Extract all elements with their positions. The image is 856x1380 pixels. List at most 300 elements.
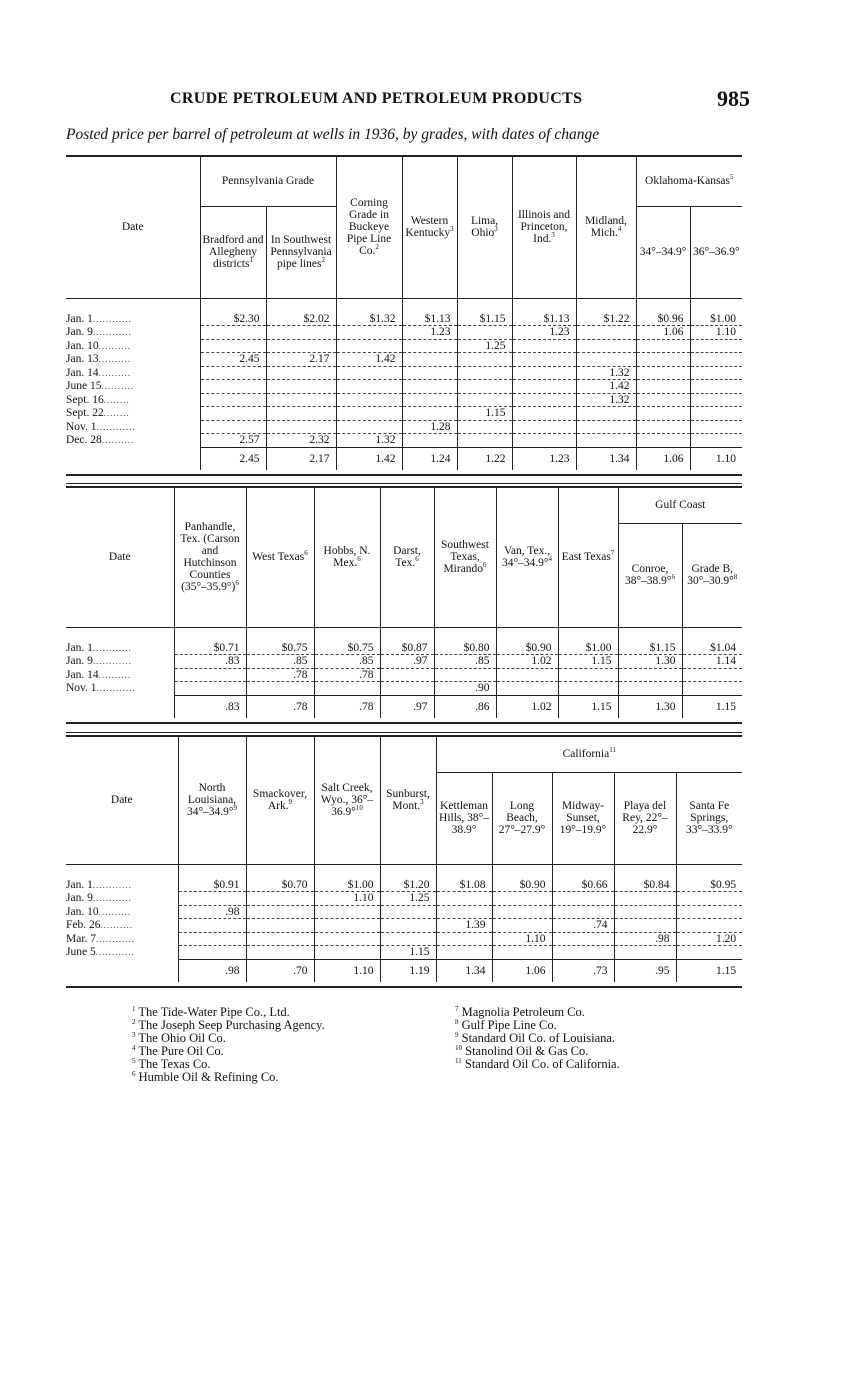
row-date: Jan. 9............ [66,892,132,904]
table-row [66,668,742,682]
table-cell [174,682,246,696]
footnote: $^2$ The Joseph Seep Purchasing Agency. [132,1017,325,1032]
table-row [66,313,742,326]
table-cell [314,946,380,960]
table-cell: 1.30 [618,655,682,669]
table-cell [436,892,492,906]
column-header: Kettleman Hills, 38°–38.9° [436,772,492,864]
table-cell: 1.28 [402,420,457,434]
table-cell [436,946,492,960]
table-cell [174,668,246,682]
spacer-row [66,864,742,879]
table-cell: $0.71 [174,642,246,655]
table-cell [552,905,614,919]
table-cell [266,420,336,434]
table-cell [496,682,558,696]
table-cell [266,407,336,421]
table-cell [457,393,512,407]
table-cell [266,339,336,353]
total-cell: 1.42 [336,447,402,470]
table-cell [496,668,558,682]
table-cell: $0.75 [246,642,314,655]
table-cell [336,380,402,394]
table-cell [512,380,576,394]
table-cell [266,326,336,340]
table-cell: $0.84 [614,879,676,892]
footnote: $^9$ Standard Oil Co. of Louisiana. [455,1030,616,1045]
table-cell [552,946,614,960]
table-cell: 1.14 [682,655,742,669]
table-row [66,407,742,421]
group-header-gulf-coast: Gulf Coast [618,487,742,523]
table-cell: .74 [552,919,614,933]
table-cell: 1.25 [457,339,512,353]
table-cell: .78 [314,668,380,682]
table-cell [636,420,690,434]
table-cell [436,932,492,946]
table-cell [380,905,436,919]
table-cell: 1.32 [576,393,636,407]
table-cell [266,393,336,407]
table-cell: $1.08 [436,879,492,892]
table-cell [434,668,496,682]
table-cell [380,919,436,933]
table-cell [636,393,690,407]
footnote: $^3$ The Ohio Oil Co. [132,1030,226,1045]
table-pennsylvania-group [66,155,742,476]
table-cell [314,905,380,919]
table-cell [576,353,636,367]
table-cell [512,366,576,380]
table-cell: 1.10 [492,932,552,946]
table-cell [380,932,436,946]
footnote: $^6$ Humble Oil & Refining Co. [132,1069,279,1084]
table-cell: 1.20 [676,932,742,946]
total-cell: 1.34 [436,959,492,982]
row-date: Nov. 1............ [66,420,136,433]
total-row [66,447,742,470]
table-row [66,905,742,919]
footnotes-left [132,1006,442,1084]
table-cell [558,682,618,696]
column-header: North Louisiana, 34°–34.9°$^9$ [178,736,246,864]
table-cell [636,353,690,367]
table-cell [636,407,690,421]
table-cell: $1.00 [314,879,380,892]
table-row [66,353,742,367]
row-date: Jan. 14.......... [66,668,132,681]
table-row [66,326,742,340]
table-cell [492,946,552,960]
table-cell: 1.23 [402,326,457,340]
table-cell: $1.00 [690,313,742,326]
date-header: Date [110,794,133,807]
table-row [66,366,742,380]
table-cell: $0.87 [380,642,434,655]
column-header: Conroe, 38°–38.9°$^6$ [618,523,682,627]
footnote: $^5$ The Texas Co. [132,1056,211,1071]
column-header: Hobbs, N. Mex.$^6$ [314,487,380,627]
table-cell [402,407,457,421]
table-cell [402,434,457,448]
row-date: Sept. 22........ [66,407,130,419]
table-cell [457,420,512,434]
table-cell [636,434,690,448]
column-header: Western Kentucky$^3$ [402,156,457,298]
date-header: Date [108,551,131,564]
table-cell [336,339,402,353]
table-cell [246,682,314,696]
column-header: Corning Grade in Buckeye Pipe Line Co.$^2$ [336,156,402,298]
row-date: Jan. 1............ [66,878,132,891]
running-title: CRUDE PETROLEUM AND PETROLEUM PRODUCTS [170,90,583,107]
table-cell [492,905,552,919]
table-cell [336,326,402,340]
table-cell: 1.02 [496,655,558,669]
table-cell: 1.15 [457,407,512,421]
table-cell [200,339,266,353]
total-cell: 1.23 [512,447,576,470]
table-cell [402,393,457,407]
table-cell [690,353,742,367]
table-cell [200,326,266,340]
table-cell [336,366,402,380]
table-cell [246,919,314,933]
column-header: Smackover, Ark.$^9$ [246,736,314,864]
table-cell [246,932,314,946]
table-cell [690,393,742,407]
column-header: Midland, Mich.$^4$ [576,156,636,298]
row-date: Feb. 26.......... [66,919,133,931]
table-separator [66,732,742,733]
total-row [66,959,742,982]
row-date: Jan. 10.......... [66,905,132,918]
row-date: Dec. 28.......... [66,434,135,446]
table-cell [402,366,457,380]
column-header: Illinois and Princeton, Ind.$^3$ [512,156,576,298]
column-header: Playa del Rey, 22°–22.9° [614,772,676,864]
footnote: $^{10}$ Stanolind Oil & Gas Co. [455,1043,589,1058]
table-cell [200,366,266,380]
total-cell: .83 [174,695,246,718]
table-cell [690,434,742,448]
spacer-row [66,627,742,642]
table-cell [178,892,246,906]
table-cell [676,919,742,933]
table-cell [682,682,742,696]
table-cell: .90 [434,682,496,696]
table-cell [690,420,742,434]
table-row [66,380,742,394]
table-cell [178,946,246,960]
table-cell: $0.80 [434,642,496,655]
table-cell [512,393,576,407]
table-cell: 1.06 [636,326,690,340]
table-cell: .85 [434,655,496,669]
row-date: June 15.......... [66,380,134,392]
total-cell: 1.24 [402,447,457,470]
table-cell: 1.32 [336,434,402,448]
table-cell: 1.15 [380,946,436,960]
column-header: In Southwest Pennsylvania pipe lines$^2$ [266,206,336,298]
total-cell: .78 [246,695,314,718]
row-date: Jan. 1............ [66,312,132,325]
footnote: $^7$ Magnolia Petroleum Co. [455,1004,585,1019]
footnotes-right [455,1006,765,1071]
table-cell: 1.23 [512,326,576,340]
table-cell [246,946,314,960]
table-cell [336,407,402,421]
table-cell [200,393,266,407]
table-row [66,420,742,434]
table-cell [380,682,434,696]
column-header: Southwest Texas, Mirando$^6$ [434,487,496,627]
table-cell [690,407,742,421]
table-cell [336,420,402,434]
row-date: Jan. 9............ [66,326,132,338]
table-cell [457,366,512,380]
total-cell: 1.10 [690,447,742,470]
column-header: West Texas$^6$ [246,487,314,627]
table-cell [618,668,682,682]
total-cell: 1.02 [496,695,558,718]
table-cell: $1.13 [512,313,576,326]
table-cell [690,366,742,380]
table-cell [512,407,576,421]
table-cell: 1.39 [436,919,492,933]
column-header: East Texas$^7$ [558,487,618,627]
table-cell [314,682,380,696]
table-separator [66,483,742,484]
total-cell: 1.15 [676,959,742,982]
table-cell [457,326,512,340]
table-cell: $1.22 [576,313,636,326]
table-cell [552,892,614,906]
total-cell: 1.15 [558,695,618,718]
footnote: $^1$ The Tide-Water Pipe Co., Ltd. [132,1004,290,1019]
column-header: Sunburst, Mont.$^3$ [380,736,436,864]
total-cell: .78 [314,695,380,718]
row-date: Nov. 1............ [66,682,136,694]
total-row [66,695,742,718]
table-cell: 1.10 [314,892,380,906]
spacer-row [66,298,742,313]
table-cell: 1.42 [576,380,636,394]
running-head [66,86,750,116]
table-cell [512,353,576,367]
table-cell: $0.66 [552,879,614,892]
group-header-california: California$^{11}$ [436,736,742,772]
table-row [66,393,742,407]
table-row [66,892,742,906]
table-cell [576,326,636,340]
table-cell: $0.75 [314,642,380,655]
column-header: 36°–36.9° [690,206,742,298]
table-cell: $0.70 [246,879,314,892]
table-cell: 2.32 [266,434,336,448]
table-cell [676,946,742,960]
table-cell [380,668,434,682]
table-cell: $0.91 [178,879,246,892]
table-cell [614,946,676,960]
table-cell [457,353,512,367]
column-header: Van, Tex., 34°–34.9°$^4$ [496,487,558,627]
table-row [66,339,742,353]
table-cell [457,434,512,448]
table-cell [576,420,636,434]
table-row [66,434,742,448]
table-cell [682,668,742,682]
table-cell: $1.15 [618,642,682,655]
table-cell [636,380,690,394]
table-cell: 1.32 [576,366,636,380]
row-date: Jan. 14.......... [66,366,132,379]
table-cell [402,339,457,353]
table-cell [178,919,246,933]
column-header: 34°–34.9° [636,206,690,298]
group-header-oklahoma: Oklahoma-Kansas$^5$ [636,156,742,206]
table-cell [676,892,742,906]
total-cell: 1.06 [636,447,690,470]
total-cell: 1.19 [380,959,436,982]
table-cell: $1.00 [558,642,618,655]
table-cell [636,339,690,353]
table-row [66,655,742,669]
table-cell [576,407,636,421]
table-cell: $2.30 [200,313,266,326]
table-cell: $1.04 [682,642,742,655]
table-cell [314,932,380,946]
total-cell: .73 [552,959,614,982]
table-cell [690,339,742,353]
table-cell [552,932,614,946]
table-cell [246,905,314,919]
footnote: $^{11}$ Standard Oil Co. of California. [455,1056,620,1071]
table-cell: $1.15 [457,313,512,326]
table-cell [636,366,690,380]
table-cell [314,919,380,933]
table-cell: $1.32 [336,313,402,326]
table-cell: .97 [380,655,434,669]
page-number: 985 [717,86,750,111]
table-cell [266,366,336,380]
total-cell: 1.10 [314,959,380,982]
total-cell: 1.22 [457,447,512,470]
total-cell: .70 [246,959,314,982]
table-cell: $1.20 [380,879,436,892]
table-cell [690,380,742,394]
row-date: Mar. 7............ [66,932,136,945]
table-louisiana-california-group [66,735,742,988]
table-cell: 2.17 [266,353,336,367]
total-cell: 1.34 [576,447,636,470]
column-header: Midway-Sunset, 19°–19.9° [552,772,614,864]
table-cell [512,434,576,448]
table-cell: .83 [174,655,246,669]
table-cell [492,892,552,906]
table-row [66,682,742,696]
table-cell [178,932,246,946]
group-header-pennsylvania: Pennsylvania Grade [200,156,336,206]
table-cell [576,434,636,448]
column-header: Bradford and Allegheny districts$^1$ [200,206,266,298]
table-cell [200,420,266,434]
table-cell [512,420,576,434]
table-cell [336,393,402,407]
table-cell: 1.10 [690,326,742,340]
column-header: Santa Fe Springs, 33°–33.9° [676,772,742,864]
table-cell [676,905,742,919]
row-date: Sept. 16........ [66,393,130,406]
table-cell: $0.90 [496,642,558,655]
table-cell [614,905,676,919]
table-row [66,946,742,960]
table-cell: .85 [314,655,380,669]
table-cell [512,339,576,353]
table-cell [576,339,636,353]
total-cell: 1.30 [618,695,682,718]
table-cell: 1.42 [336,353,402,367]
table-cell [200,407,266,421]
table-cell: $0.95 [676,879,742,892]
table-cell [436,905,492,919]
total-cell: .95 [614,959,676,982]
table-cell: .98 [614,932,676,946]
table-cell [266,380,336,394]
table-texas-group [66,486,742,724]
table-row [66,879,742,892]
total-cell: .86 [434,695,496,718]
total-cell: 1.15 [682,695,742,718]
date-header: Date [121,221,144,234]
table-cell: .78 [246,668,314,682]
column-header: Grade B, 30°–30.9°$^8$ [682,523,742,627]
column-header: Long Beach, 27°–27.9° [492,772,552,864]
table-cell [200,380,266,394]
table-cell: 2.57 [200,434,266,448]
table-cell: 2.45 [200,353,266,367]
table-cell [614,892,676,906]
table-cell [402,353,457,367]
table-cell: .85 [246,655,314,669]
column-header: Lima, Ohio$^3$ [457,156,512,298]
row-date: June 5............ [66,946,135,958]
table-cell: .98 [178,905,246,919]
total-cell: .98 [178,959,246,982]
table-row [66,642,742,655]
table-caption: Posted price per barrel of petroleum at wells in 1936, by grades, with dates of change [66,126,600,143]
table-cell [618,682,682,696]
table-cell: $2.02 [266,313,336,326]
table-row [66,932,742,946]
column-header: Panhandle, Tex. (Carson and Hutchinson Counties $(35^\circ-35.9^\circ)^6$ [174,487,246,627]
row-date: Jan. 13.......... [66,353,132,365]
table-cell [492,919,552,933]
total-cell: 2.45 [200,447,266,470]
row-date: Jan. 1............ [66,641,132,654]
table-row [66,919,742,933]
table-cell: $1.13 [402,313,457,326]
table-cell: $0.90 [492,879,552,892]
footnote: $^4$ The Pure Oil Co. [132,1043,224,1058]
table-cell: 1.15 [558,655,618,669]
footnote: $^8$ Gulf Pipe Line Co. [455,1017,557,1032]
total-cell: 1.06 [492,959,552,982]
table-cell: $0.96 [636,313,690,326]
table-cell [402,380,457,394]
table-cell [457,380,512,394]
table-cell: 1.25 [380,892,436,906]
